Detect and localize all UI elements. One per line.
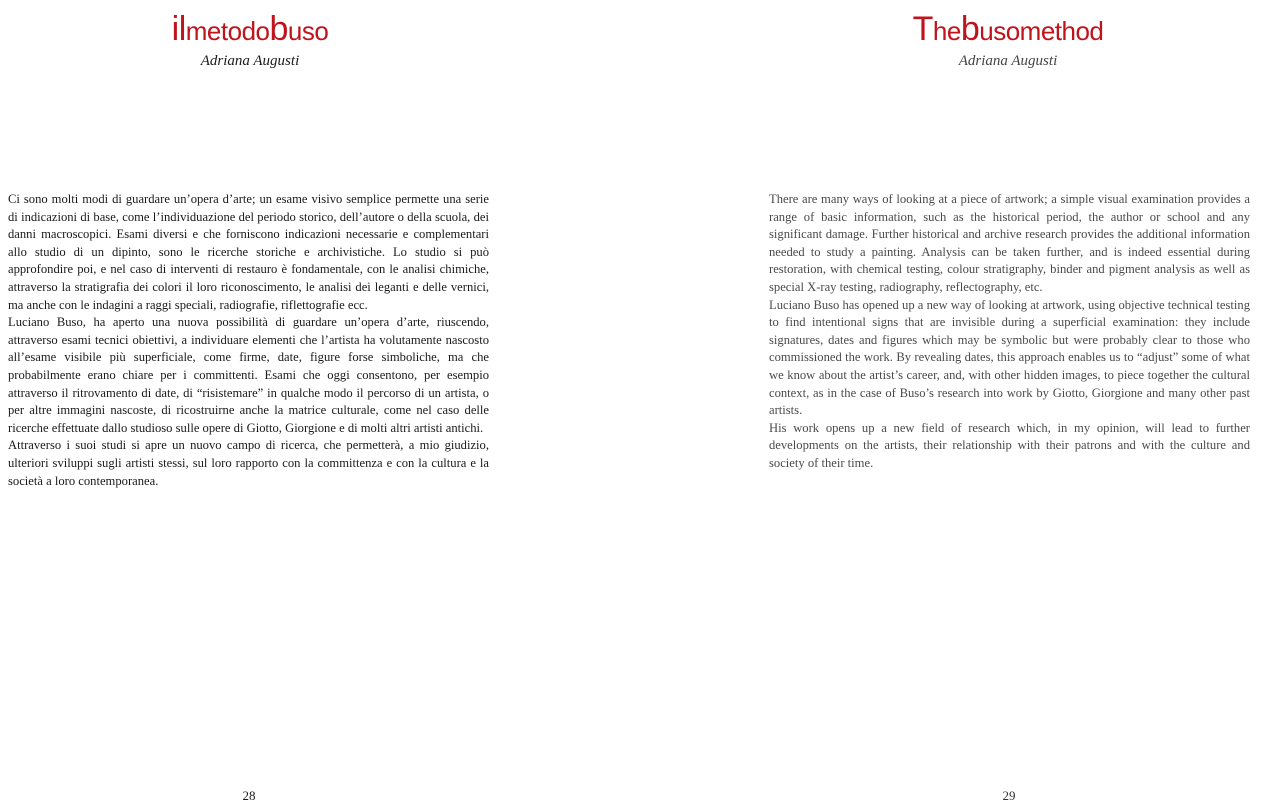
- right-page: [638, 0, 1276, 808]
- author-name: Adriana Augusti: [200, 53, 300, 69]
- title-uso: uso: [979, 16, 1020, 46]
- book-title-italian: [110, 10, 390, 49]
- book-title-english: [868, 10, 1148, 49]
- paragraph: Luciano Buso has opened up a new way of looking at artwork, using objective technical testing to find intentional signs that are invisible during a superficial examination: they include signatures, dates and figures which may be symbolic but were probably clear to those who commissioned the work. By revealing dates, this approach enables us to “adjust” some of what we know about the artist’s career, and, with other hidden images, to piece together the cultural context, as in the case of Buso’s research into work by Giotto, Giorgione and many other past artists.: [769, 297, 1250, 418]
- author-name: Adriana Augusti: [958, 53, 1058, 69]
- paragraph: His work opens up a new field of research which, in my opinion, will lead to further developments on the artists, their relationship with their patrons and with the culture and society of their time.: [769, 420, 1250, 470]
- title-uso: uso: [287, 16, 329, 46]
- title-b: b: [960, 10, 980, 48]
- title-he: he: [932, 16, 961, 46]
- title-b: b: [269, 10, 288, 48]
- paragraph: Attraverso i suoi studi si apre un nuovo campo di ricerca, che permetterà, a mio giudizio, ulteriori sviluppi sugli artisti stessi, sul loro rapporto con la committenza e con la cultura e la società a loro contemporanea.: [8, 438, 489, 488]
- title-t: T: [912, 10, 933, 48]
- title-method: method: [1019, 16, 1104, 46]
- title-metodo: metodo: [185, 16, 270, 46]
- paragraph: There are many ways of looking at a piece of artwork; a simple visual examination provides a range of basic information, such as the historical period, the author or school and any significant damage. Further historical and archive research provides the additional information needed to study a painting. Analysis can be taken further, and is indeed essential during restoration, with chemical testing, colour stratigraphy, binder and pigment analysis as well as special X-ray testing, radiography, reflectography, etc.: [769, 192, 1250, 294]
- paragraph: Luciano Buso, ha aperto una nuova possibilità di guardare un’opera d’arte, riuscendo, attraverso esami tecnici obiettivi, a individuare elementi che l’artista ha volutamente nascosto all’esame visibile più superficiale, come firme, date, figure forse simboliche, ma che probabilmente erano chiare per i committenti. Esami che oggi consentono, per esempio attraverso il ritrovamento di date, di “risistemare” in qualche modo il percorso di un artista, o per altre immagini nascoste, di ricostruirne anche la matrice culturale, come nel caso delle ricerche effettuate dallo studioso sulle opere di Giotto, Giorgione e di molti altri artisti antichi.: [8, 315, 489, 435]
- body-text-english: [769, 191, 1250, 473]
- page-number: 29: [1002, 788, 1016, 803]
- body-text-italian: [8, 191, 489, 490]
- page-number: 28: [242, 788, 256, 803]
- paragraph: Ci sono molti modi di guardare un’opera d’arte; un esame visivo semplice permette una serie di indicazioni di base, come l’individuazione del periodo storico, dell’autore o della scuola, dei danni macroscopici. Esami diversi e che forniscono indicazioni necessarie e complementari allo studio di un dipinto, sono le ricerche storiche e archivistiche. Lo studio si può approfondire poi, e nel caso di interventi di restauro è fondamentale, con le analisi chimiche, attraverso la stratigrafia dei colori il loro riconoscimento, le analisi dei leganti e delle vernici, ma anche con le indagini a raggi speciali, radiografie, riflettografie ecc.: [8, 192, 489, 312]
- title-il: il: [171, 10, 186, 48]
